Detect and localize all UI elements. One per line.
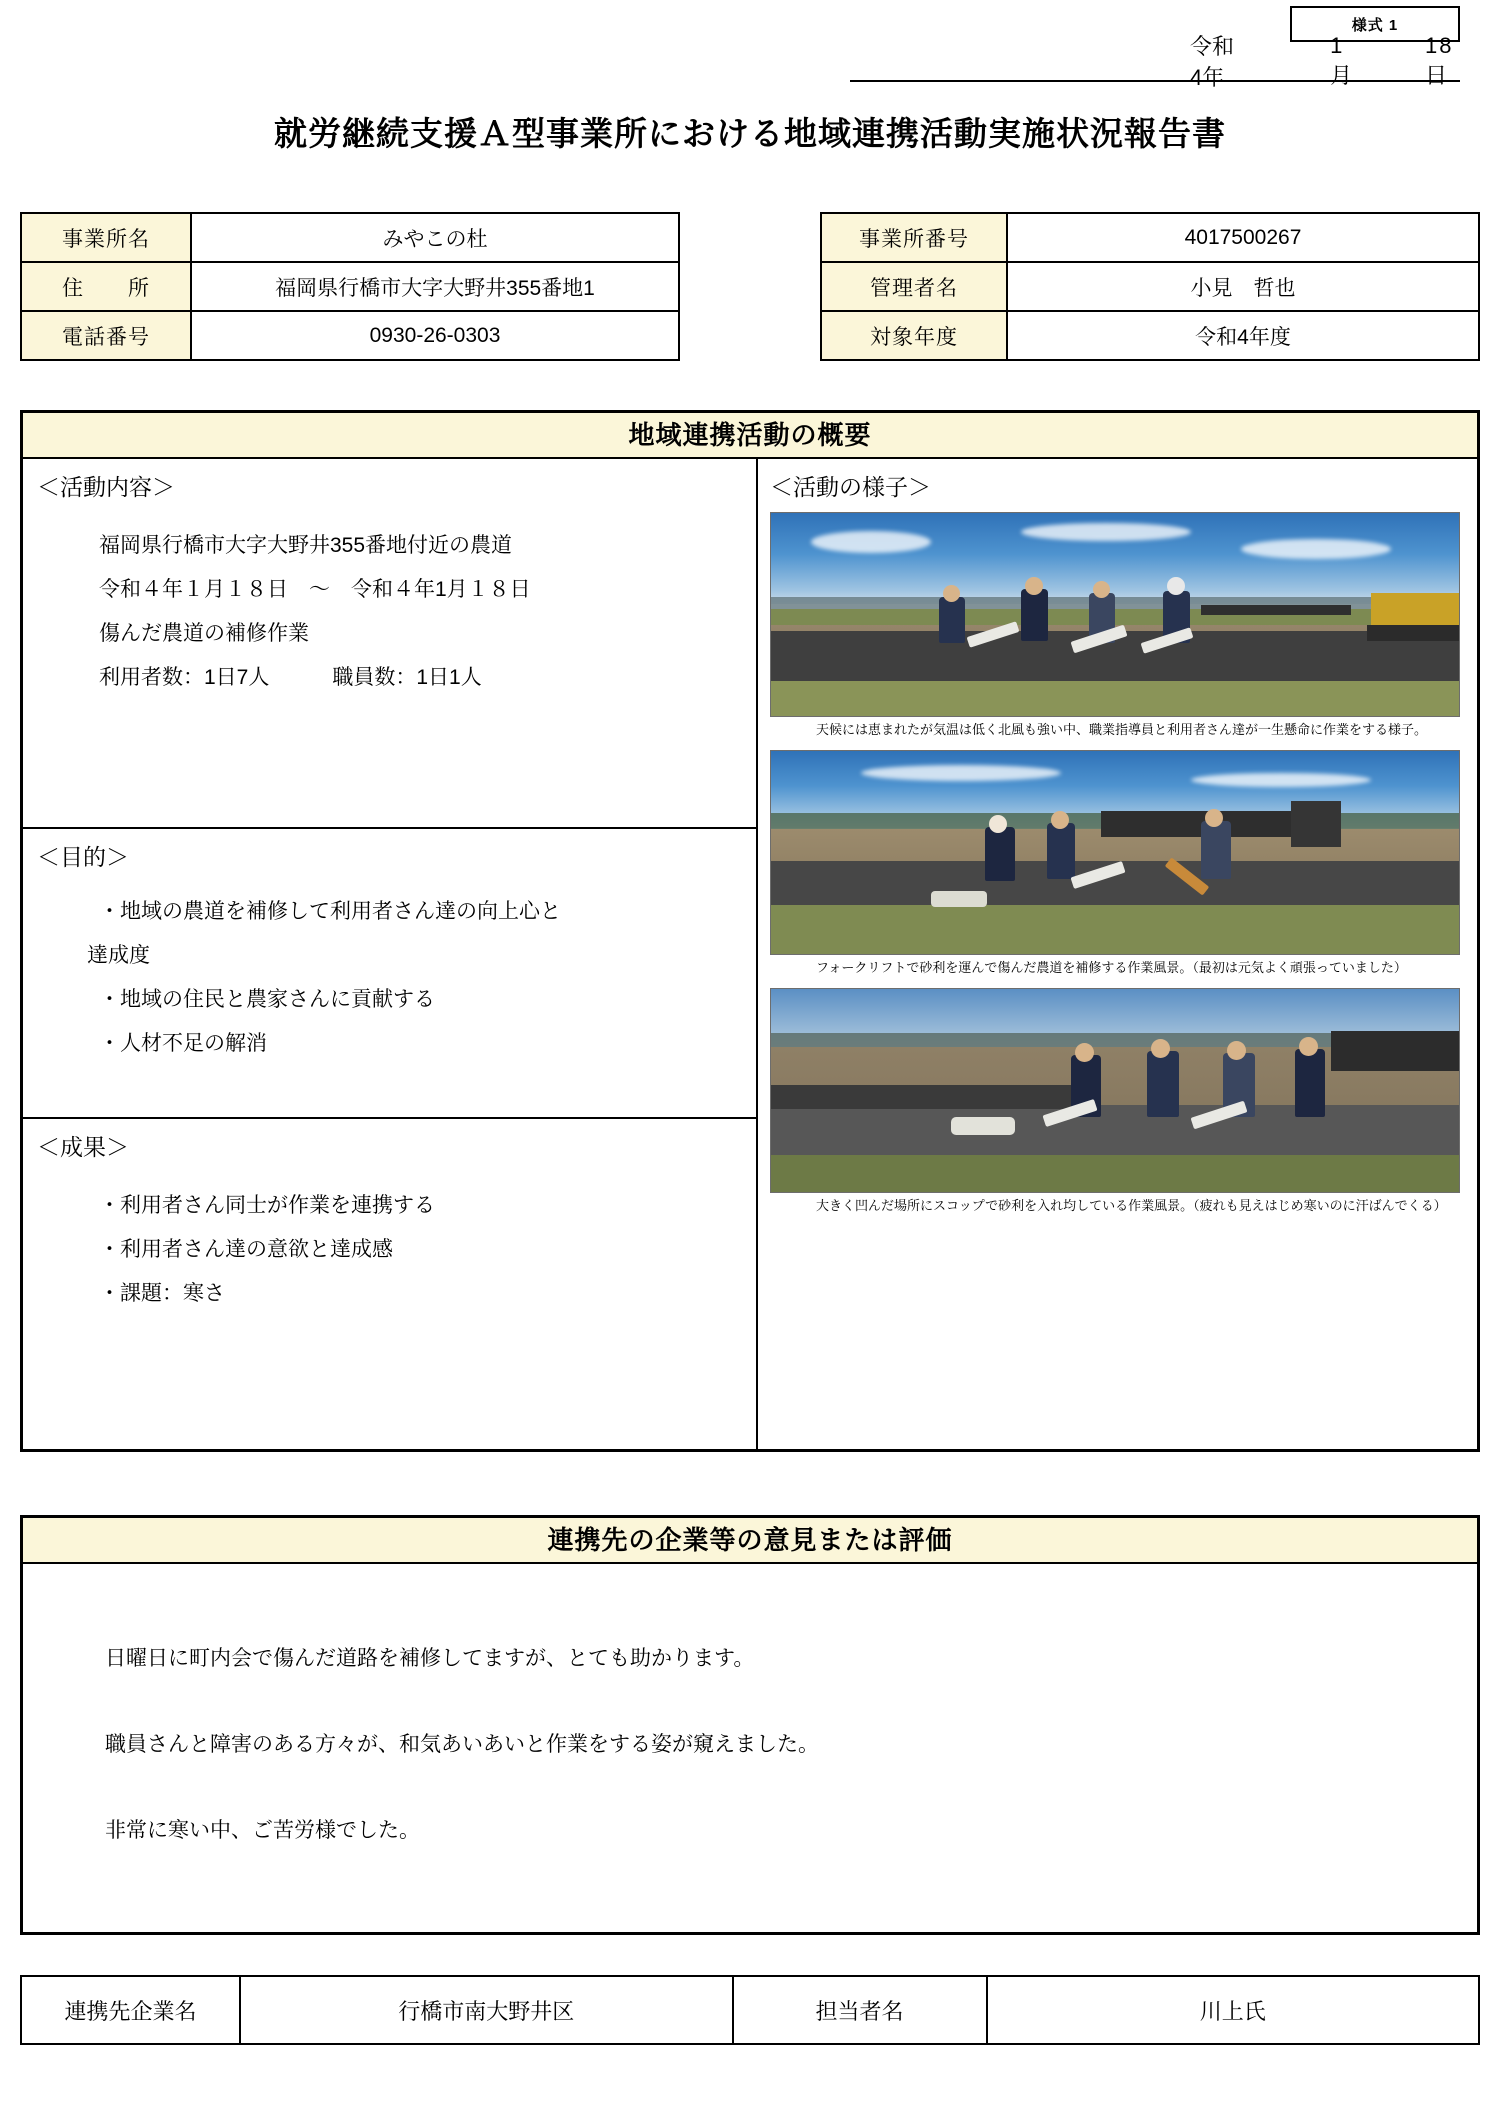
value-office-name: みやこの杜 <box>191 213 679 262</box>
photo-item <box>770 988 1465 1220</box>
photo-caption: フォークリフトで砂利を運んで傷んだ農道を補修する作業風景。（最初は元気よく頑張っていました） <box>816 960 1407 975</box>
photo-item <box>770 750 1465 982</box>
date-month: 1月 <box>1330 32 1353 88</box>
result-line: ・利用者さん同士が作業を連携する <box>99 1194 435 1217</box>
date-era-year: 令和4年 <box>1190 34 1235 90</box>
value-fiscal-year: 令和4年度 <box>1007 311 1479 360</box>
activity-content-line: 傷んだ農道の補修作業 <box>99 622 309 645</box>
result-title: ＜成果＞ <box>37 1134 129 1160</box>
facility-info-section <box>20 212 1480 361</box>
label-manager-name: 管理者名 <box>821 262 1007 311</box>
activity-overview-left-column <box>23 459 758 1449</box>
activity-content-line: 令和４年１月１８日 ～ 令和４年1月１８日 <box>99 578 531 601</box>
label-office-number: 事業所番号 <box>821 213 1007 262</box>
table-row <box>21 1976 1479 2044</box>
label-office-name: 事業所名 <box>21 213 191 262</box>
label-fiscal-year: 対象年度 <box>821 311 1007 360</box>
photos-title: ＜活動の様子＞ <box>770 474 931 500</box>
value-office-number: 4017500267 <box>1007 213 1479 262</box>
partner-feedback-section <box>20 1515 1480 1935</box>
value-manager-name: 小見 哲也 <box>1007 262 1479 311</box>
partner-info-table <box>20 1975 1480 2045</box>
activity-content-title: ＜活動内容＞ <box>37 474 175 500</box>
result-line: ・利用者さん達の意欲と達成感 <box>99 1238 393 1261</box>
facility-info-table-left <box>20 212 680 361</box>
value-contact-person: 川上氏 <box>987 1976 1480 2044</box>
purpose-line: 達成度 <box>87 944 150 967</box>
table-row <box>821 311 1479 360</box>
purpose-line: ・地域の農道を補修して利用者さん達の向上心と <box>99 900 561 923</box>
value-address: 福岡県行橋市大字大野井355番地1 <box>191 262 679 311</box>
label-address: 住 所 <box>21 262 191 311</box>
label-contact-person: 担当者名 <box>733 1976 987 2044</box>
purpose-title: ＜目的＞ <box>37 844 129 870</box>
activity-photos-column <box>758 459 1477 1449</box>
feedback-line: 非常に寒い中、ご苦労様でした。 <box>105 1819 420 1842</box>
partner-feedback-header: 連携先の企業等の意見または評価 <box>23 1518 1477 1564</box>
activity-overview-section <box>20 410 1480 1452</box>
date-row <box>850 32 1460 90</box>
result-line: ・課題：寒さ <box>99 1282 225 1305</box>
feedback-line: 日曜日に町内会で傷んだ道路を補修してますが、とても助かります。 <box>105 1647 755 1670</box>
facility-info-table-right <box>820 212 1480 361</box>
purpose-block <box>23 829 756 1119</box>
photo-caption: 天候には恵まれたが気温は低く北風も強い中、職業指導員と利用者さん達が一生懸命に作業をする様子。 <box>816 722 1428 737</box>
table-row <box>21 213 679 262</box>
form-number-text: 様式 1 <box>1351 16 1399 34</box>
date-day: 18日 <box>1425 32 1454 88</box>
label-phone: 電話番号 <box>21 311 191 360</box>
activity-photo-3 <box>770 988 1460 1193</box>
table-row <box>21 262 679 311</box>
feedback-line: 職員さんと障害のある方々が、和気あいあいと作業をする姿が窺えました。 <box>105 1733 819 1756</box>
activity-content-block <box>23 459 756 829</box>
table-row <box>21 311 679 360</box>
photo-caption: 大きく凹んだ場所にスコップで砂利を入れ均している作業風景。（疲れも見えはじめ寒いのに汗ばんでくる） <box>816 1198 1447 1213</box>
result-block <box>23 1119 756 1449</box>
purpose-line: ・地域の住民と農家さんに貢献する <box>99 988 435 1011</box>
activity-content-line: 福岡県行橋市大字大野井355番地付近の農道 <box>99 534 513 557</box>
table-row <box>821 213 1479 262</box>
page-title: 就労継続支援Ａ型事業所における地域連携活動実施状況報告書 <box>274 115 1226 152</box>
value-phone: 0930-26-0303 <box>191 311 679 360</box>
photo-item <box>770 512 1465 744</box>
activity-overview-header: 地域連携活動の概要 <box>23 413 1477 459</box>
activity-photo-1 <box>770 512 1460 717</box>
activity-content-line: 利用者数：1日7人 職員数：1日1人 <box>99 666 482 689</box>
activity-photo-2 <box>770 750 1460 955</box>
table-row <box>821 262 1479 311</box>
value-partner-company: 行橋市南大野井区 <box>240 1976 733 2044</box>
purpose-line: ・人材不足の解消 <box>99 1032 267 1055</box>
label-partner-company: 連携先企業名 <box>21 1976 240 2044</box>
